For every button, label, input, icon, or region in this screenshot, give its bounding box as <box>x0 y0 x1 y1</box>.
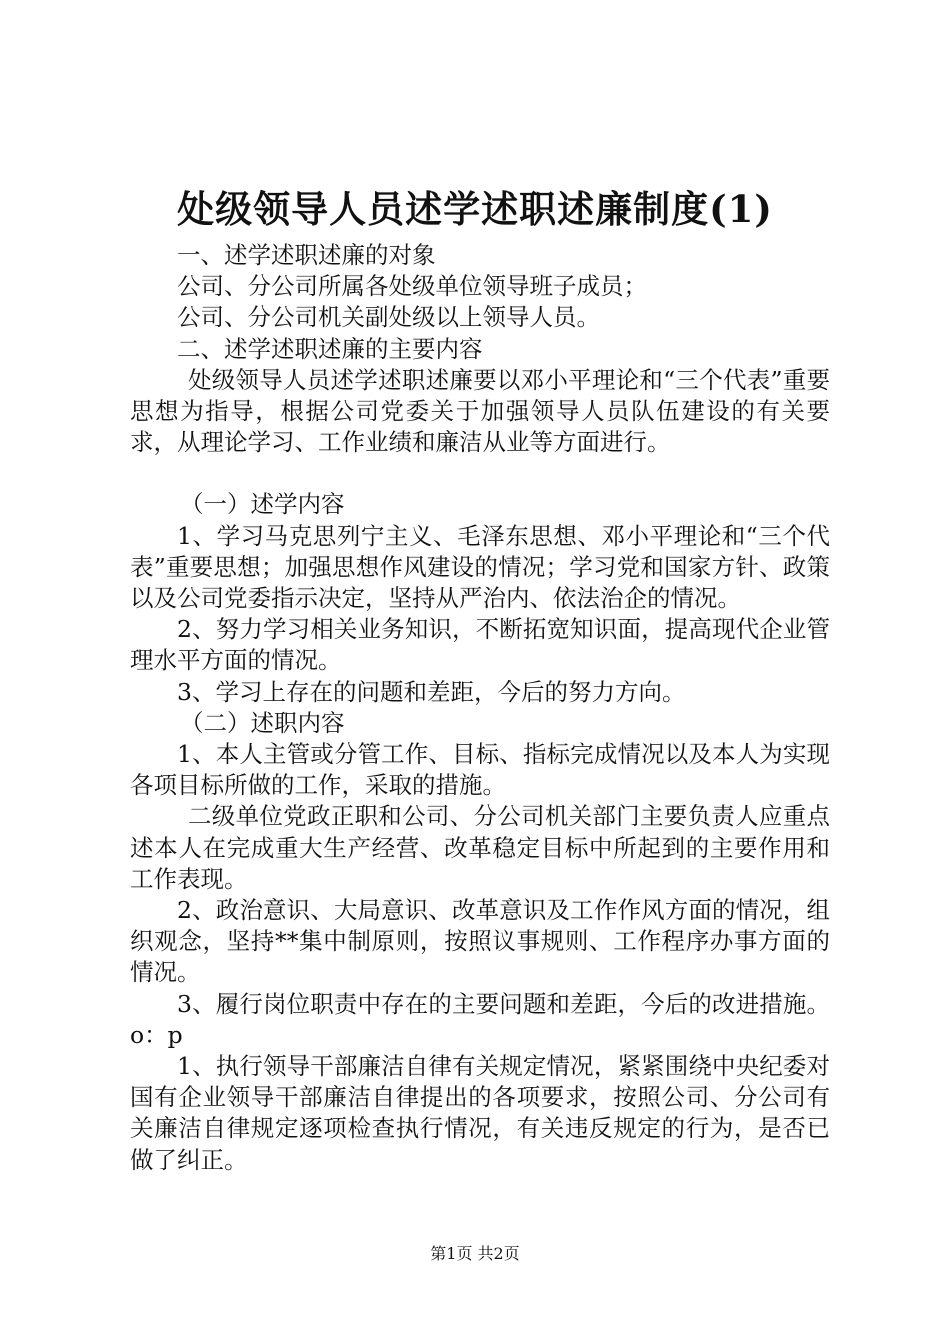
paragraph: 3、学习上存在的问题和差距，今后的努力方向。 <box>177 677 686 706</box>
paragraph: 2、努力学习相关业务知识，不断拓宽知识面，提高现代企业管理水平方面的情况。 <box>130 615 830 675</box>
paragraph: 公司、分公司机关副处级以上领导人员。 <box>177 303 600 332</box>
page-footer: 第1页 共2页 <box>430 1244 520 1263</box>
paragraph: 二级单位党政正职和公司、分公司机关部门主要负责人应重点述本人在完成重大生产经营、改革稳定目标中所起到的主要作用和工作表现。 <box>130 802 830 893</box>
paragraph: 1、本人主管或分管工作、目标、指标完成情况以及本人为实现各项目标所做的工作，采取的措施。 <box>130 740 830 800</box>
paragraph: 1、学习马克思列宁主义、毛泽东思想、邓小平理论和“三个代表”重要思想；加强思想作风建设的情况；学习党和国家方针、政策以及公司党委指示决定，坚持从严治内、依法治企的情况。 <box>130 521 830 613</box>
document-title: 处级领导人员述学述职述廉制度(1) <box>177 187 773 231</box>
paragraph: 1、执行领导干部廉洁自律有关规定情况，紧紧围绕中央纪委对国有企业领导干部廉洁自律提出的各项要求，按照公司、分公司有关廉洁自律规定逐项检查执行情况，有关违反规定的行为，是否已做了纠正。 <box>130 1052 830 1174</box>
subsection-heading: （一）述学内容 <box>180 490 345 519</box>
subsection-heading: （二）述职内容 <box>180 708 345 737</box>
section-heading: 一、述学述职述廉的对象 <box>177 241 436 269</box>
paragraph: 处级领导人员述学述职述廉要以邓小平理论和“三个代表”重要思想为指导，根据公司党委关于加强领导人员队伍建设的有关要求，从理论学习、工作业绩和廉洁从业等方面进行。 <box>130 365 830 457</box>
document-body <box>130 240 830 1176</box>
paragraph-gap <box>130 458 830 489</box>
paragraph: 公司、分公司所属各处级单位领导班子成员； <box>177 272 647 301</box>
paragraph: 3、履行岗位职责中存在的主要问题和差距，今后的改进措施。o：p <box>130 989 830 1049</box>
section-heading: 二、述学述职述廉的主要内容 <box>177 334 483 363</box>
paragraph: 2、政治意识、大局意识、改革意识及工作作风方面的情况，组织观念，坚持**集中制原则，按照议事规则、工作程序办事方面的情况。 <box>130 896 830 987</box>
